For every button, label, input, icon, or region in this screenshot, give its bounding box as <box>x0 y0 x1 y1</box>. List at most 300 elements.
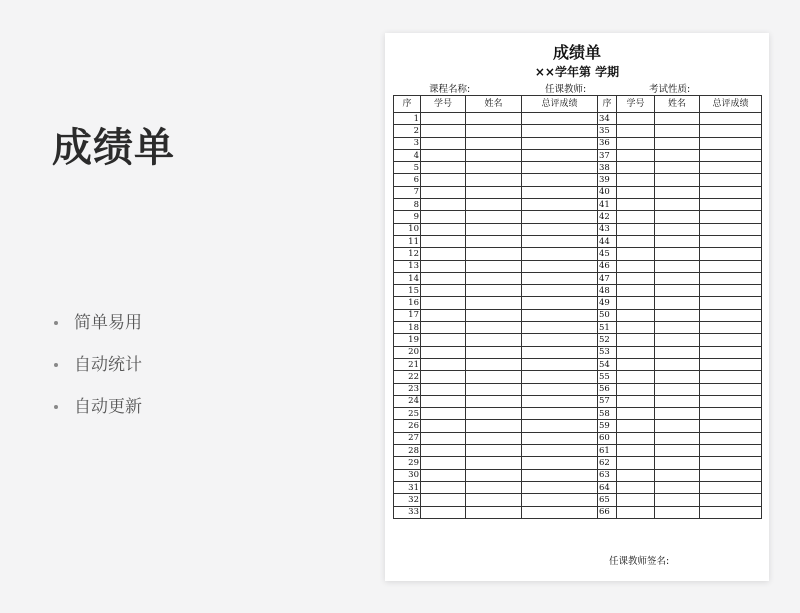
row-number-cell: 17 <box>394 309 421 321</box>
student-id-cell <box>617 272 655 284</box>
student-name-cell <box>466 186 522 198</box>
student-name-cell <box>655 125 700 137</box>
student-id-cell <box>617 186 655 198</box>
final-grade-cell <box>700 469 762 481</box>
table-row <box>394 322 762 334</box>
final-grade-cell <box>522 371 598 383</box>
student-id-cell <box>617 235 655 247</box>
student-id-cell <box>421 358 466 370</box>
final-grade-cell <box>522 346 598 358</box>
final-grade-cell <box>700 346 762 358</box>
student-name-cell <box>655 457 700 469</box>
student-name-cell <box>655 211 700 223</box>
column-header: 总评成绩 <box>700 96 762 113</box>
student-name-cell <box>655 272 700 284</box>
student-id-cell <box>421 186 466 198</box>
row-number-cell: 23 <box>394 383 421 395</box>
grade-sheet-preview <box>385 33 769 581</box>
row-number-cell: 25 <box>394 408 421 420</box>
row-number-cell: 33 <box>394 506 421 518</box>
table-row <box>394 297 762 309</box>
final-grade-cell <box>522 334 598 346</box>
student-name-cell <box>655 469 700 481</box>
row-number-cell: 39 <box>598 174 617 186</box>
student-name-cell <box>466 137 522 149</box>
student-name-cell <box>655 432 700 444</box>
final-grade-cell <box>522 149 598 161</box>
row-number-cell: 15 <box>394 285 421 297</box>
row-number-cell: 49 <box>598 297 617 309</box>
student-id-cell <box>617 125 655 137</box>
student-id-cell <box>617 260 655 272</box>
student-id-cell <box>617 457 655 469</box>
row-number-cell: 3 <box>394 137 421 149</box>
table-row <box>394 223 762 235</box>
feature-item <box>52 350 142 392</box>
row-number-cell: 59 <box>598 420 617 432</box>
final-grade-cell <box>522 432 598 444</box>
student-name-cell <box>655 358 700 370</box>
final-grade-cell <box>522 174 598 186</box>
table-row <box>394 309 762 321</box>
student-name-cell <box>655 334 700 346</box>
row-number-cell: 63 <box>598 469 617 481</box>
student-name-cell <box>655 371 700 383</box>
row-number-cell: 12 <box>394 248 421 260</box>
row-number-cell: 10 <box>394 223 421 235</box>
row-number-cell: 51 <box>598 322 617 334</box>
final-grade-cell <box>700 186 762 198</box>
row-number-cell: 9 <box>394 211 421 223</box>
student-id-cell <box>421 248 466 260</box>
table-row <box>394 149 762 161</box>
table-row <box>394 285 762 297</box>
row-number-cell: 16 <box>394 297 421 309</box>
table-row <box>394 211 762 223</box>
final-grade-cell <box>522 358 598 370</box>
student-id-cell <box>617 506 655 518</box>
final-grade-cell <box>522 235 598 247</box>
student-id-cell <box>421 420 466 432</box>
row-number-cell: 29 <box>394 457 421 469</box>
feature-label: 简单易用 <box>74 313 142 333</box>
sheet-title: 成绩单 <box>552 43 601 62</box>
column-header: 姓名 <box>466 96 522 113</box>
final-grade-cell <box>700 125 762 137</box>
final-grade-cell <box>700 322 762 334</box>
student-id-cell <box>617 383 655 395</box>
row-number-cell: 45 <box>598 248 617 260</box>
student-name-cell <box>466 223 522 235</box>
feature-label: 自动统计 <box>74 355 142 375</box>
student-id-cell <box>421 125 466 137</box>
final-grade-cell <box>522 383 598 395</box>
final-grade-cell <box>700 432 762 444</box>
student-name-cell <box>466 113 522 125</box>
student-id-cell <box>617 309 655 321</box>
final-grade-cell <box>522 297 598 309</box>
table-row <box>394 199 762 211</box>
row-number-cell: 28 <box>394 445 421 457</box>
table-row <box>394 383 762 395</box>
final-grade-cell <box>700 494 762 506</box>
column-header: 序 <box>394 96 421 113</box>
row-number-cell: 44 <box>598 235 617 247</box>
final-grade-cell <box>700 297 762 309</box>
student-name-cell <box>466 272 522 284</box>
final-grade-cell <box>522 481 598 493</box>
final-grade-cell <box>700 309 762 321</box>
student-name-cell <box>466 334 522 346</box>
student-name-cell <box>466 395 522 407</box>
course-name-label: 课程名称: <box>429 84 471 95</box>
student-name-cell <box>655 137 700 149</box>
student-id-cell <box>617 149 655 161</box>
feature-item <box>52 308 142 350</box>
row-number-cell: 41 <box>598 199 617 211</box>
student-name-cell <box>466 211 522 223</box>
final-grade-cell <box>700 457 762 469</box>
row-number-cell: 20 <box>394 346 421 358</box>
final-grade-cell <box>700 383 762 395</box>
row-number-cell: 43 <box>598 223 617 235</box>
student-id-cell <box>421 494 466 506</box>
student-name-cell <box>466 506 522 518</box>
row-number-cell: 19 <box>394 334 421 346</box>
row-number-cell: 18 <box>394 322 421 334</box>
table-row <box>394 395 762 407</box>
table-row <box>394 358 762 370</box>
final-grade-cell <box>522 162 598 174</box>
final-grade-cell <box>700 223 762 235</box>
student-id-cell <box>421 395 466 407</box>
final-grade-cell <box>522 125 598 137</box>
student-id-cell <box>617 113 655 125</box>
row-number-cell: 24 <box>394 395 421 407</box>
student-id-cell <box>421 334 466 346</box>
table-row <box>394 457 762 469</box>
student-id-cell <box>421 469 466 481</box>
student-name-cell <box>655 149 700 161</box>
student-id-cell <box>617 469 655 481</box>
final-grade-cell <box>522 457 598 469</box>
student-name-cell <box>466 162 522 174</box>
row-number-cell: 47 <box>598 272 617 284</box>
student-id-cell <box>421 371 466 383</box>
student-id-cell <box>421 211 466 223</box>
final-grade-cell <box>522 223 598 235</box>
final-grade-cell <box>522 506 598 518</box>
student-name-cell <box>466 383 522 395</box>
final-grade-cell <box>700 199 762 211</box>
student-id-cell <box>617 223 655 235</box>
row-number-cell: 57 <box>598 395 617 407</box>
final-grade-cell <box>700 408 762 420</box>
student-name-cell <box>655 408 700 420</box>
hero-title: 成绩单 <box>52 125 175 171</box>
row-number-cell: 38 <box>598 162 617 174</box>
signature-label: 任课教师签名: <box>609 556 670 567</box>
student-name-cell <box>466 346 522 358</box>
student-name-cell <box>466 420 522 432</box>
student-name-cell <box>655 285 700 297</box>
row-number-cell: 42 <box>598 211 617 223</box>
student-id-cell <box>617 322 655 334</box>
final-grade-cell <box>700 285 762 297</box>
student-name-cell <box>655 481 700 493</box>
row-number-cell: 46 <box>598 260 617 272</box>
student-id-cell <box>617 445 655 457</box>
student-name-cell <box>655 223 700 235</box>
student-id-cell <box>421 432 466 444</box>
student-name-cell <box>655 248 700 260</box>
final-grade-cell <box>700 248 762 260</box>
row-number-cell: 36 <box>598 137 617 149</box>
student-id-cell <box>421 199 466 211</box>
column-header: 总评成绩 <box>522 96 598 113</box>
student-id-cell <box>617 285 655 297</box>
student-id-cell <box>421 445 466 457</box>
row-number-cell: 32 <box>394 494 421 506</box>
final-grade-cell <box>522 199 598 211</box>
student-name-cell <box>466 445 522 457</box>
student-id-cell <box>421 174 466 186</box>
row-number-cell: 66 <box>598 506 617 518</box>
student-id-cell <box>617 358 655 370</box>
final-grade-cell <box>700 420 762 432</box>
final-grade-cell <box>522 272 598 284</box>
feature-label: 自动更新 <box>74 397 142 417</box>
student-name-cell <box>466 408 522 420</box>
student-id-cell <box>617 395 655 407</box>
row-number-cell: 61 <box>598 445 617 457</box>
row-number-cell: 34 <box>598 113 617 125</box>
row-number-cell: 40 <box>598 186 617 198</box>
feature-item <box>52 392 142 434</box>
final-grade-cell <box>522 322 598 334</box>
student-name-cell <box>655 506 700 518</box>
student-name-cell <box>655 420 700 432</box>
feature-list <box>52 308 142 434</box>
table-row <box>394 334 762 346</box>
final-grade-cell <box>522 445 598 457</box>
bullet-icon <box>54 321 58 325</box>
student-name-cell <box>466 358 522 370</box>
student-id-cell <box>421 346 466 358</box>
bullet-icon <box>54 405 58 409</box>
student-id-cell <box>421 383 466 395</box>
student-id-cell <box>421 285 466 297</box>
table-header-row <box>394 96 762 113</box>
student-id-cell <box>421 113 466 125</box>
student-name-cell <box>466 494 522 506</box>
student-id-cell <box>617 199 655 211</box>
student-name-cell <box>466 309 522 321</box>
bullet-icon <box>54 363 58 367</box>
table-row <box>394 113 762 125</box>
student-name-cell <box>466 199 522 211</box>
student-id-cell <box>617 420 655 432</box>
final-grade-cell <box>522 309 598 321</box>
student-id-cell <box>617 408 655 420</box>
table-body <box>394 113 762 519</box>
table-row <box>394 420 762 432</box>
student-id-cell <box>617 494 655 506</box>
table-row <box>394 186 762 198</box>
student-name-cell <box>466 322 522 334</box>
grade-table <box>393 95 762 519</box>
table-row <box>394 494 762 506</box>
student-name-cell <box>655 395 700 407</box>
row-number-cell: 37 <box>598 149 617 161</box>
row-number-cell: 11 <box>394 235 421 247</box>
student-id-cell <box>617 174 655 186</box>
row-number-cell: 60 <box>598 432 617 444</box>
row-number-cell: 1 <box>394 113 421 125</box>
student-id-cell <box>617 211 655 223</box>
student-name-cell <box>655 383 700 395</box>
student-id-cell <box>421 457 466 469</box>
teacher-label: 任课教师: <box>545 84 587 95</box>
student-name-cell <box>466 174 522 186</box>
final-grade-cell <box>700 481 762 493</box>
table-row <box>394 125 762 137</box>
student-id-cell <box>421 297 466 309</box>
student-name-cell <box>655 162 700 174</box>
table-row <box>394 162 762 174</box>
student-name-cell <box>655 297 700 309</box>
row-number-cell: 5 <box>394 162 421 174</box>
column-header: 学号 <box>617 96 655 113</box>
final-grade-cell <box>700 395 762 407</box>
final-grade-cell <box>522 469 598 481</box>
student-id-cell <box>617 248 655 260</box>
table-row <box>394 481 762 493</box>
table-row <box>394 235 762 247</box>
student-name-cell <box>466 457 522 469</box>
row-number-cell: 14 <box>394 272 421 284</box>
final-grade-cell <box>700 260 762 272</box>
student-id-cell <box>617 481 655 493</box>
final-grade-cell <box>700 137 762 149</box>
final-grade-cell <box>700 211 762 223</box>
column-header: 序 <box>598 96 617 113</box>
student-id-cell <box>617 297 655 309</box>
final-grade-cell <box>700 113 762 125</box>
final-grade-cell <box>700 149 762 161</box>
table-row <box>394 371 762 383</box>
final-grade-cell <box>700 272 762 284</box>
final-grade-cell <box>522 408 598 420</box>
final-grade-cell <box>522 211 598 223</box>
row-number-cell: 31 <box>394 481 421 493</box>
final-grade-cell <box>522 260 598 272</box>
student-id-cell <box>421 506 466 518</box>
row-number-cell: 8 <box>394 199 421 211</box>
student-name-cell <box>655 309 700 321</box>
row-number-cell: 52 <box>598 334 617 346</box>
table-row <box>394 272 762 284</box>
student-id-cell <box>421 322 466 334</box>
student-id-cell <box>421 408 466 420</box>
table-row <box>394 174 762 186</box>
student-name-cell <box>466 297 522 309</box>
student-id-cell <box>421 272 466 284</box>
row-number-cell: 6 <box>394 174 421 186</box>
student-name-cell <box>655 199 700 211</box>
sheet-subtitle: ××学年第 学期 <box>534 65 620 79</box>
row-number-cell: 30 <box>394 469 421 481</box>
student-name-cell <box>466 481 522 493</box>
table-row <box>394 346 762 358</box>
row-number-cell: 58 <box>598 408 617 420</box>
row-number-cell: 7 <box>394 186 421 198</box>
row-number-cell: 13 <box>394 260 421 272</box>
student-name-cell <box>655 235 700 247</box>
row-number-cell: 55 <box>598 371 617 383</box>
student-id-cell <box>421 309 466 321</box>
student-name-cell <box>466 125 522 137</box>
table-row <box>394 260 762 272</box>
student-name-cell <box>466 371 522 383</box>
student-id-cell <box>421 260 466 272</box>
student-id-cell <box>421 149 466 161</box>
student-name-cell <box>466 235 522 247</box>
final-grade-cell <box>522 494 598 506</box>
student-name-cell <box>655 322 700 334</box>
student-name-cell <box>466 432 522 444</box>
student-id-cell <box>617 371 655 383</box>
student-id-cell <box>617 334 655 346</box>
final-grade-cell <box>700 371 762 383</box>
student-id-cell <box>617 432 655 444</box>
student-name-cell <box>466 285 522 297</box>
student-id-cell <box>617 137 655 149</box>
row-number-cell: 35 <box>598 125 617 137</box>
final-grade-cell <box>522 137 598 149</box>
column-header: 学号 <box>421 96 466 113</box>
final-grade-cell <box>700 162 762 174</box>
student-name-cell <box>655 346 700 358</box>
row-number-cell: 64 <box>598 481 617 493</box>
final-grade-cell <box>700 334 762 346</box>
table-row <box>394 506 762 518</box>
row-number-cell: 50 <box>598 309 617 321</box>
final-grade-cell <box>700 235 762 247</box>
row-number-cell: 21 <box>394 358 421 370</box>
student-id-cell <box>421 223 466 235</box>
student-name-cell <box>655 186 700 198</box>
student-id-cell <box>421 137 466 149</box>
final-grade-cell <box>522 186 598 198</box>
student-id-cell <box>617 346 655 358</box>
student-name-cell <box>655 494 700 506</box>
exam-type-label: 考试性质: <box>649 84 691 95</box>
row-number-cell: 2 <box>394 125 421 137</box>
row-number-cell: 53 <box>598 346 617 358</box>
row-number-cell: 62 <box>598 457 617 469</box>
final-grade-cell <box>522 420 598 432</box>
table-row <box>394 445 762 457</box>
student-id-cell <box>421 162 466 174</box>
row-number-cell: 22 <box>394 371 421 383</box>
table-row <box>394 248 762 260</box>
student-id-cell <box>421 235 466 247</box>
student-name-cell <box>655 174 700 186</box>
final-grade-cell <box>522 248 598 260</box>
final-grade-cell <box>700 445 762 457</box>
student-name-cell <box>466 260 522 272</box>
